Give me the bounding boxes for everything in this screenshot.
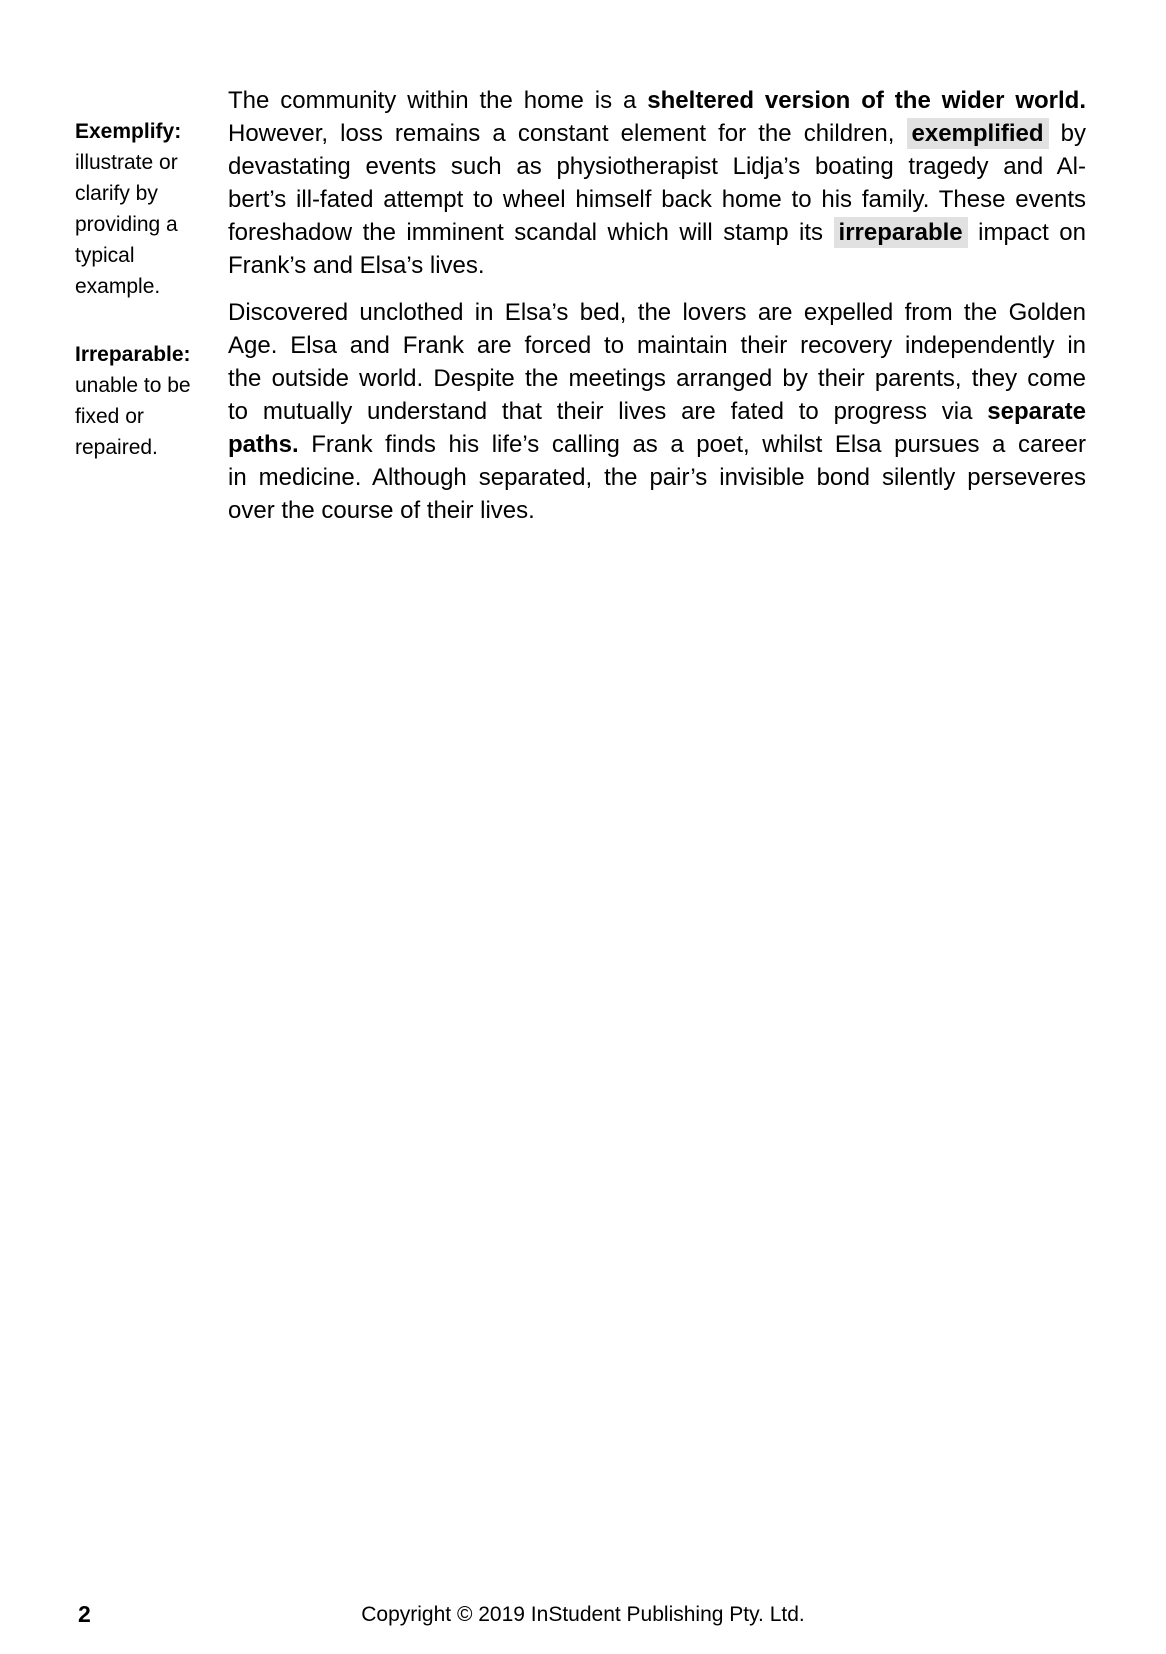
- text-segment: Discovered unclothed in Elsa’s bed, the lovers are expelled from the Golden: [228, 299, 1086, 326]
- text-segment: impact on: [967, 219, 1086, 246]
- highlighted-term: irreparable: [834, 217, 968, 248]
- margin-note-definition-line: illustrate or: [75, 151, 178, 174]
- text-segment: foreshadow the imminent scandal which will stamp its: [228, 219, 834, 246]
- margin-note-definition-line: unable to be: [75, 374, 191, 397]
- margin-note-term: Exemplify:: [75, 120, 182, 143]
- text-line: [228, 84, 1086, 117]
- text-segment: However, loss remains a constant element for the children,: [228, 120, 907, 147]
- body-paragraph: [228, 296, 1086, 527]
- text-line: [228, 296, 1086, 329]
- text-line: [228, 428, 1086, 461]
- text-line: [228, 494, 1086, 527]
- text-line: [228, 216, 1086, 249]
- body-text: [228, 84, 1086, 527]
- text-segment: in medicine. Although separated, the pair’s invisible bond silently perseveres: [228, 464, 1086, 491]
- margin-note-definition-line: fixed or: [75, 405, 144, 428]
- copyright-line: Copyright © 2019 InStudent Publishing Pty. Ltd.: [361, 1603, 805, 1626]
- text-line: [228, 183, 1086, 216]
- text-segment: Age. Elsa and Frank are forced to maintain their recovery independently in: [228, 332, 1086, 359]
- bold-text: sheltered version of the wider world.: [647, 87, 1086, 114]
- margin-note: [75, 339, 225, 463]
- text-segment: bert’s ill-fated attempt to wheel himself back home to his family. These events: [228, 186, 1086, 213]
- highlighted-term: exemplified: [907, 118, 1049, 149]
- text-segment: to mutually understand that their lives are fated to progress via: [228, 398, 988, 425]
- text-line: [228, 249, 1086, 282]
- text-line: [228, 150, 1086, 183]
- margin-notes: [75, 116, 225, 463]
- text-segment: the outside world. Despite the meetings arranged by their parents, they come: [228, 365, 1086, 392]
- margin-note-definition-line: clarify by: [75, 182, 158, 205]
- text-segment: over the course of their lives.: [228, 497, 535, 524]
- text-segment: Frank finds his life’s calling as a poet, whilst Elsa pursues a career: [298, 431, 1086, 458]
- margin-note-definition-line: repaired.: [75, 436, 158, 459]
- text-line: [228, 461, 1086, 494]
- body-paragraph: [228, 84, 1086, 282]
- margin-note-term: Irreparable:: [75, 343, 191, 366]
- text-segment: devastating events such as physiotherapist Lidja’s boating tragedy and Al-: [228, 153, 1086, 180]
- margin-note: [75, 116, 225, 302]
- bold-text: separate: [987, 398, 1086, 425]
- text-line: [228, 362, 1086, 395]
- margin-note-definition-line: typical: [75, 244, 135, 267]
- text-segment: by: [1048, 120, 1086, 147]
- margin-note-definition-line: providing a: [75, 213, 178, 236]
- text-segment: The community within the home is a: [228, 87, 648, 114]
- page-number: 2: [78, 1601, 91, 1627]
- margin-note-definition-line: example.: [75, 275, 161, 298]
- text-segment: Frank’s and Elsa’s lives.: [228, 252, 485, 279]
- bold-text: paths.: [228, 431, 299, 458]
- text-line: [228, 117, 1086, 150]
- text-line: [228, 329, 1086, 362]
- text-line: [228, 395, 1086, 428]
